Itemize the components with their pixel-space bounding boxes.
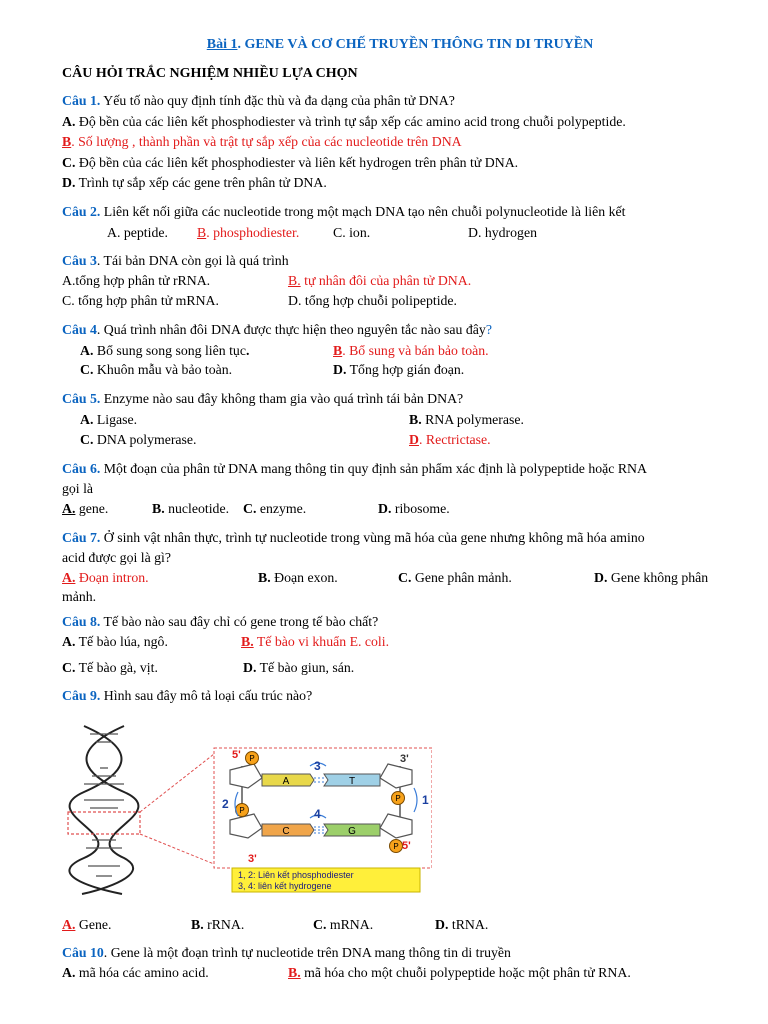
q1-label: Câu 1. (62, 93, 101, 108)
q9-a-text: Gene. (75, 917, 112, 932)
q3-option-a: A.tổng hợp phân tử rRNA. (62, 273, 211, 288)
q6-label: Câu 6. (62, 461, 101, 476)
label-3: 3 (314, 759, 321, 773)
q6-b-text: nucleotide. (164, 501, 230, 516)
q3-b-letter: B. (288, 273, 301, 288)
base-t-label: T (348, 776, 356, 787)
q9-b-letter: B. (191, 917, 204, 932)
section-heading: CÂU HỎI TRẮC NGHIỆM NHIỀU LỰA CHỌN (62, 66, 358, 81)
question-10 (62, 944, 511, 962)
q1-a-letter: A. (62, 114, 76, 129)
label-3-prime-bottom: 3' (248, 853, 257, 865)
q6-option-b (152, 500, 229, 518)
q1-option-a (62, 113, 626, 131)
q10-label: Câu 10 (62, 945, 104, 960)
q6-option-d (378, 500, 450, 518)
label-4: 4 (314, 807, 321, 821)
sugar-bottom-left (230, 814, 262, 838)
q6-d-letter: D. (378, 501, 392, 516)
q3-option-d: D. tổng hợp chuỗi polipeptide. (288, 293, 458, 308)
q4-b-letter: B (333, 343, 343, 358)
label-2: 2 (222, 797, 229, 811)
lesson-number: Bài 1 (206, 37, 238, 52)
q1-a-text: Độ bền của các liên kết phosphodiester và trình tự sắp xếp các amino acid trong chuỗi polypeptide. (75, 114, 626, 129)
q6-c-letter: C. (243, 501, 257, 516)
q8-d-text: Tế bào giun, sán. (256, 660, 355, 675)
q5-label: Câu 5. (62, 391, 101, 406)
q2-label: Câu 2. (62, 204, 101, 219)
question-1 (62, 92, 455, 110)
q5-a-text: Ligase. (93, 412, 138, 427)
q7-option-a (62, 569, 149, 587)
legend-line-2: 3, 4: liên kết hydrogene (238, 881, 332, 891)
q6-text: Một đoạn của phân tử DNA mang thông tin quy định sản phẩm xác định là polypeptide hoặc RNA (100, 461, 647, 476)
base-c-label: C (282, 826, 290, 837)
q7-option-d-continued: mảnh. (62, 589, 97, 604)
q7-a-text: Đoạn intron. (75, 570, 149, 585)
question-5 (62, 390, 463, 408)
q2-b-letter: B (197, 225, 207, 240)
q9-label: Câu 9. (62, 688, 101, 703)
q7-text: Ở sinh vật nhân thực, trình tự nucleotide trong vùng mã hóa của gene nhưng không mã hóa amino (100, 530, 645, 545)
q1-c-text: Độ bền của các liên kết phosphodiester và liên kết hydrogen trên phân tử DNA. (75, 155, 519, 170)
q2-option-b (197, 224, 299, 242)
q4-option-b (333, 342, 489, 360)
q5-b-text: RNA polymerase. (421, 412, 524, 427)
q9-d-letter: D. (435, 917, 449, 932)
q10-a-text: mã hóa các amino acid. (75, 965, 209, 980)
q1-d-letter: D. (62, 175, 76, 190)
sugar-top-right (380, 764, 412, 788)
q8-option-d (243, 659, 354, 677)
phosphate-4-label: P (393, 842, 399, 851)
q4-a-end: . (245, 343, 250, 358)
q5-b-letter: B. (409, 412, 422, 427)
q8-b-text: Tế bào vi khuẩn E. coli. (253, 634, 390, 649)
q1-option-c (62, 154, 518, 172)
q6-c-text: enzyme. (256, 501, 307, 516)
label-1: 1 (422, 793, 429, 807)
q6-d-text: ribosome. (391, 501, 450, 516)
q7-a-letter: A. (62, 570, 76, 585)
q4-option-c (80, 361, 232, 379)
q7-option-d (594, 569, 708, 587)
title-separator: . (237, 37, 241, 52)
q7-c-letter: C. (398, 570, 412, 585)
q8-c-letter: C. (62, 660, 76, 675)
helix-highlight-box (68, 812, 140, 834)
q10-option-b (288, 964, 631, 982)
q8-d-letter: D. (243, 660, 257, 675)
q8-a-text: Tế bào lúa, ngô. (75, 634, 168, 649)
q9-option-b (191, 916, 244, 934)
q4-label: Câu 4 (62, 322, 97, 337)
q9-text: Hình sau đây mô tả loại cấu trúc nào? (100, 688, 313, 703)
question-4 (62, 321, 492, 339)
q9-c-letter: C. (313, 917, 327, 932)
q6-a-text: gene. (75, 501, 109, 516)
sugar-top-left (230, 764, 262, 788)
label-5-prime-bottom: 5' (402, 840, 411, 852)
q5-option-c (80, 431, 197, 449)
q5-c-letter: C. (80, 432, 94, 447)
q1-option-d (62, 174, 327, 192)
zoom-line-bottom (140, 834, 214, 864)
q8-option-c (62, 659, 158, 677)
q5-d-text: . Rectrictase. (418, 432, 491, 447)
q9-option-a (62, 916, 111, 934)
q1-b-text: . Số lượng , thành phần và trật tự sắp xếp của các nucleotide trên DNA (71, 134, 462, 149)
q9-option-d (435, 916, 488, 934)
q6-text-continued: gọi là (62, 481, 94, 496)
q5-d-letter: D (409, 432, 419, 447)
q4-d-text: Tổng hợp gián đoạn. (346, 362, 465, 377)
q4-c-text: Khuôn mẫu và bảo toàn. (93, 362, 233, 377)
q9-d-text: tRNA. (448, 917, 489, 932)
q4-text: . Quá trình nhân đôi DNA được thực hiện theo nguyên tắc nào sau đây (96, 322, 486, 337)
q5-c-text: DNA polymerase. (93, 432, 197, 447)
q4-b-text: . Bổ sung và bán bảo toàn. (342, 343, 489, 358)
phosphate-3-label: P (239, 806, 245, 815)
base-a-label: A (282, 776, 290, 787)
q10-a-letter: A. (62, 965, 76, 980)
q5-a-letter: A. (80, 412, 94, 427)
question-7 (62, 529, 645, 547)
q6-a-letter: A. (62, 501, 76, 516)
helix-strand-2 (82, 726, 138, 894)
double-helix-illustration (69, 726, 138, 894)
dna-structure-figure (62, 718, 432, 896)
label-3-prime-top: 3' (400, 753, 409, 765)
q8-a-letter: A. (62, 634, 76, 649)
q1-b-letter: B (62, 134, 72, 149)
q7-option-b (258, 569, 338, 587)
q5-option-d (409, 431, 491, 449)
q8-option-b (241, 633, 389, 651)
q7-c-text: Gene phân mảnh. (411, 570, 512, 585)
q3-option-b (288, 272, 471, 290)
q8-b-letter: B. (241, 634, 254, 649)
q7-b-letter: B. (258, 570, 271, 585)
sugar-bottom-right (380, 814, 412, 838)
q10-text: . Gene là một đoạn trình tự nucleotide trên DNA mang thông tin di truyền (103, 945, 511, 960)
q6-option-c (243, 500, 306, 518)
question-9 (62, 687, 312, 705)
q7-d-text: Gene không phân (607, 570, 709, 585)
q2-option-c: C. ion. (333, 225, 371, 240)
q3-text: . Tái bản DNA còn gọi là quá trình (96, 253, 289, 268)
label-5-prime-top: 5' (232, 749, 241, 761)
q3-b-text: tự nhân đôi của phân tử DNA. (300, 273, 472, 288)
q9-a-letter: A. (62, 917, 76, 932)
q6-option-a (62, 500, 108, 518)
q4-a-letter: A. (80, 343, 94, 358)
brace-1 (414, 788, 417, 812)
q4-option-a (80, 342, 249, 360)
q7-b-text: Đoạn exon. (270, 570, 338, 585)
q4-question-mark: ? (485, 322, 492, 337)
q5-option-a (80, 411, 137, 429)
q2-option-a: A. peptide. (107, 225, 168, 240)
lesson-title (0, 37, 768, 53)
base-g-label: G (348, 826, 356, 837)
q7-option-c (398, 569, 512, 587)
q1-c-letter: C. (62, 155, 76, 170)
q8-option-a (62, 633, 168, 651)
question-6 (62, 460, 647, 478)
q8-label: Câu 8. (62, 614, 101, 629)
question-2 (62, 203, 625, 221)
q9-option-c (313, 916, 373, 934)
q7-text-continued: acid được gọi là gì? (62, 550, 172, 565)
zoom-line-top (140, 754, 214, 812)
q5-option-b (409, 411, 524, 429)
question-8 (62, 613, 378, 631)
q8-c-text: Tế bào gà, vịt. (75, 660, 158, 675)
q3-label: Câu 3 (62, 253, 97, 268)
q7-d-letter: D. (594, 570, 608, 585)
q6-b-letter: B. (152, 501, 165, 516)
phosphate-1-label: P (249, 754, 255, 763)
q4-d-letter: D. (333, 362, 347, 377)
q7-label: Câu 7. (62, 530, 101, 545)
question-3 (62, 252, 289, 270)
q10-option-a (62, 964, 209, 982)
helix-strand-1 (69, 726, 122, 894)
q10-b-text: mã hóa cho một chuỗi polypeptide hoặc một phân tử RNA. (300, 965, 631, 980)
q8-text: Tế bào nào sau đây chỉ có gene trong tế bào chất? (100, 614, 379, 629)
q1-text: Yếu tố nào quy định tính đặc thù và đa dạng của phân tử DNA? (100, 93, 455, 108)
q4-c-letter: C. (80, 362, 94, 377)
q9-c-text: mRNA. (326, 917, 374, 932)
q4-option-d (333, 361, 464, 379)
phosphate-2-label: P (395, 794, 401, 803)
q3-option-c: C. tổng hợp phân tử mRNA. (62, 293, 219, 308)
q2-text: Liên kết nối giữa các nucleotide trong một mạch DNA tạo nên chuỗi polynucleotide là liên kết (100, 204, 626, 219)
title-text: GENE VÀ CƠ CHẾ TRUYỀN THÔNG TIN DI TRUYỀN (240, 37, 594, 52)
legend-line-1: 1, 2: Liên kết phosphodiester (238, 870, 354, 880)
q5-text: Enzyme nào sau đây không tham gia vào quá trình tái bản DNA? (100, 391, 464, 406)
q2-option-d: D. hydrogen (468, 225, 537, 240)
q2-b-text: . phosphodiester. (206, 225, 300, 240)
q9-b-text: rRNA. (203, 917, 245, 932)
q1-option-b (62, 133, 462, 151)
q4-a-text: Bổ sung song song liên tục (93, 343, 246, 358)
dna-diagram (62, 718, 432, 896)
q10-b-letter: B. (288, 965, 301, 980)
q1-d-text: Trình tự sắp xếp các gene trên phân tử DNA. (75, 175, 327, 190)
